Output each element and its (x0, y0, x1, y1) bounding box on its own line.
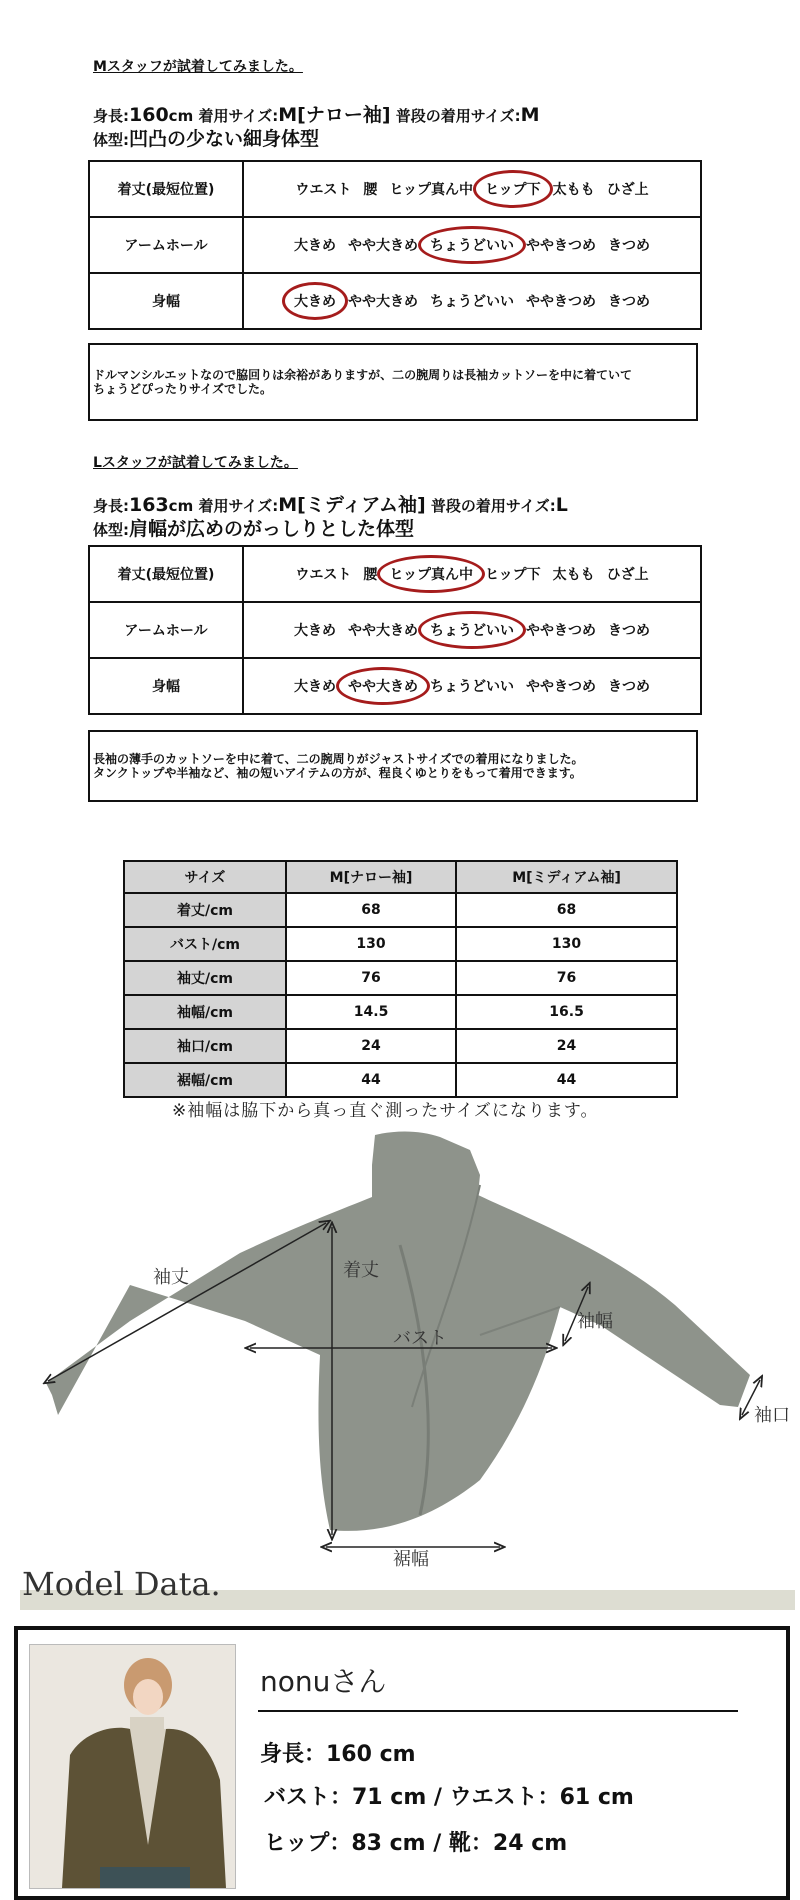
fit-option: きつめ (608, 294, 650, 310)
body-type-value: 凹凸の少ない細身体型 (129, 128, 320, 150)
fit-option: ややきつめ (526, 679, 596, 695)
fit-row-options (243, 546, 701, 602)
fit-option: ヒップ下 (485, 567, 541, 583)
l-staff-body-type (93, 514, 414, 541)
height-value: 163 (129, 494, 169, 516)
size-table (123, 860, 678, 1098)
fit-row-options (243, 602, 701, 658)
size-value: M[ナロー袖] (278, 104, 391, 126)
size-table-cell: 68 (456, 893, 677, 927)
l-staff-fit-table (88, 545, 702, 715)
size-table-cell: 130 (286, 927, 456, 961)
usual-size-label: 普段の着用サイズ: (430, 497, 556, 515)
sleeve-length-label: 袖丈 (153, 1267, 189, 1288)
height-unit: cm (168, 107, 194, 125)
size-table-header-cell: サイズ (124, 861, 286, 893)
fit-option: ややきつめ (526, 238, 596, 254)
size-label: 着用サイズ: (198, 107, 279, 125)
m-staff-body-type (93, 124, 319, 151)
size-table-cell: 24 (456, 1029, 677, 1063)
fit-option-selected: やや大きめ (346, 676, 420, 696)
model-name-divider (258, 1710, 738, 1712)
height-value: 160 (129, 104, 169, 126)
size-table-cell: 44 (286, 1063, 456, 1097)
size-table-row-header: 裾幅/cm (124, 1063, 286, 1097)
bust-label: バスト (393, 1328, 447, 1349)
fit-option-selected: ヒップ下 (483, 179, 543, 199)
fit-row (89, 658, 701, 714)
model-photo (29, 1644, 236, 1889)
fit-option-selected: 大きめ (292, 291, 338, 311)
fit-option: 大きめ (294, 623, 336, 639)
fit-option: ちょうどいい (430, 294, 514, 310)
fit-option: 大きめ (294, 238, 336, 254)
body-type-label: 体型: (93, 521, 129, 539)
body-type-value: 肩幅が広めのがっしりとした体型 (129, 518, 415, 540)
l-staff-profile-line (93, 490, 568, 517)
model-data-title: Model Data. (22, 1565, 221, 1603)
size-table-cell: 130 (456, 927, 677, 961)
l-staff-heading: Lスタッフが試着してみました。 (93, 455, 298, 471)
m-staff-profile-line (93, 100, 540, 127)
fit-option-selected: ちょうどいい (428, 235, 516, 255)
size-table-row (124, 927, 677, 961)
usual-size-value: M (520, 104, 540, 126)
fit-option: やや大きめ (348, 294, 418, 310)
size-table-header-cell: M[ナロー袖] (286, 861, 456, 893)
fit-option: きつめ (608, 623, 650, 639)
model-photo-illustration (30, 1645, 235, 1888)
size-table-row-header: 袖口/cm (124, 1029, 286, 1063)
fit-row-label: 身幅 (89, 273, 243, 329)
fit-option-selected: ヒップ真ん中 (387, 564, 475, 584)
l-staff-note (88, 730, 698, 802)
model-name: nonuさん (260, 1665, 387, 1698)
fit-row-label: 着丈(最短位置) (89, 546, 243, 602)
fit-option: きつめ (608, 679, 650, 695)
fit-row-label: 身幅 (89, 658, 243, 714)
usual-size-value: L (555, 494, 568, 516)
size-table-header-cell: M[ミディアム袖] (456, 861, 677, 893)
size-table-cell: 14.5 (286, 995, 456, 1029)
fit-option: ややきつめ (526, 294, 596, 310)
size-table-cell: 68 (286, 893, 456, 927)
size-table-cell: 76 (286, 961, 456, 995)
fit-row-options (243, 217, 701, 273)
size-table-cell: 44 (456, 1063, 677, 1097)
size-table-row (124, 961, 677, 995)
note-line: タンクトップや半袖など、袖の短いアイテムの方が、程良くゆとりをもって着用できます。 (93, 766, 582, 780)
size-table-cell: 16.5 (456, 995, 677, 1029)
m-staff-note (88, 343, 698, 421)
fit-option: 大きめ (294, 679, 336, 695)
fit-row-options (243, 658, 701, 714)
fit-row-label: アームホール (89, 602, 243, 658)
size-table-row (124, 893, 677, 927)
size-table-row-header: バスト/cm (124, 927, 286, 961)
size-table-note: ※袖幅は脇下から真っ直ぐ測ったサイズになります。 (172, 1101, 599, 1121)
fit-row-options (243, 161, 701, 217)
fit-option: ウエスト (295, 567, 352, 583)
height-label: 身長: (93, 497, 129, 515)
fit-row-options (243, 273, 701, 329)
fit-option: ややきつめ (526, 623, 596, 639)
note-line: ドルマンシルエットなので脇回りは余裕がありますが、二の腕周りは長袖カットソーを中に着ていて (93, 368, 633, 382)
body-type-label: 体型: (93, 131, 129, 149)
note-line: ちょうどぴったりサイズでした。 (93, 382, 273, 396)
fit-option: ひざ上 (606, 182, 649, 198)
hem-width-label: 裾幅 (393, 1549, 429, 1570)
fit-option: やや大きめ (348, 623, 418, 639)
fit-option: ウエスト (295, 182, 352, 198)
fit-row (89, 217, 701, 273)
height-label: 身長: (93, 107, 129, 125)
fit-option: 太もも (552, 567, 595, 583)
fit-row (89, 161, 701, 217)
size-value: M[ミディアム袖] (278, 494, 426, 516)
model-data-box (14, 1626, 790, 1900)
length-label: 着丈 (343, 1260, 379, 1281)
size-table-cell: 76 (456, 961, 677, 995)
size-table-row (124, 1029, 677, 1063)
garment-measurement-diagram (0, 1125, 800, 1575)
size-table-row (124, 1063, 677, 1097)
fit-option: やや大きめ (348, 238, 418, 254)
fit-row (89, 546, 701, 602)
fit-option: 腰 (363, 567, 378, 583)
height-unit: cm (168, 497, 194, 515)
m-staff-heading: Mスタッフが試着してみました。 (93, 59, 303, 75)
fit-option: きつめ (608, 238, 650, 254)
m-staff-fit-table (88, 160, 702, 330)
fit-option: 太もも (552, 182, 595, 198)
size-table-header (124, 861, 677, 893)
size-table-row-header: 袖幅/cm (124, 995, 286, 1029)
model-hip-shoes: ヒップ：83 cm / 靴：24 cm (264, 1831, 568, 1856)
fit-option: ひざ上 (606, 567, 649, 583)
note-line: 長袖の薄手のカットソーを中に着て、二の腕周りがジャストサイズでの着用になりました。 (93, 752, 584, 766)
fit-row-label: アームホール (89, 217, 243, 273)
fit-option: 腰 (363, 182, 378, 198)
size-table-row-header: 着丈/cm (124, 893, 286, 927)
fit-row (89, 602, 701, 658)
fit-row (89, 273, 701, 329)
fit-option: ヒップ真ん中 (389, 182, 473, 198)
model-bust-waist: バスト：71 cm / ウエスト：61 cm (264, 1785, 634, 1810)
sleeve-width-label: 袖幅 (577, 1311, 613, 1332)
cuff-label: 袖口 (754, 1405, 790, 1426)
fit-option: ちょうどいい (430, 679, 514, 695)
fit-option-selected: ちょうどいい (428, 620, 516, 640)
usual-size-label: 普段の着用サイズ: (395, 107, 521, 125)
size-table-row (124, 995, 677, 1029)
size-label: 着用サイズ: (198, 497, 279, 515)
model-height: 身長：160 cm (260, 1742, 416, 1767)
size-table-cell: 24 (286, 1029, 456, 1063)
fit-row-label: 着丈(最短位置) (89, 161, 243, 217)
size-table-row-header: 袖丈/cm (124, 961, 286, 995)
